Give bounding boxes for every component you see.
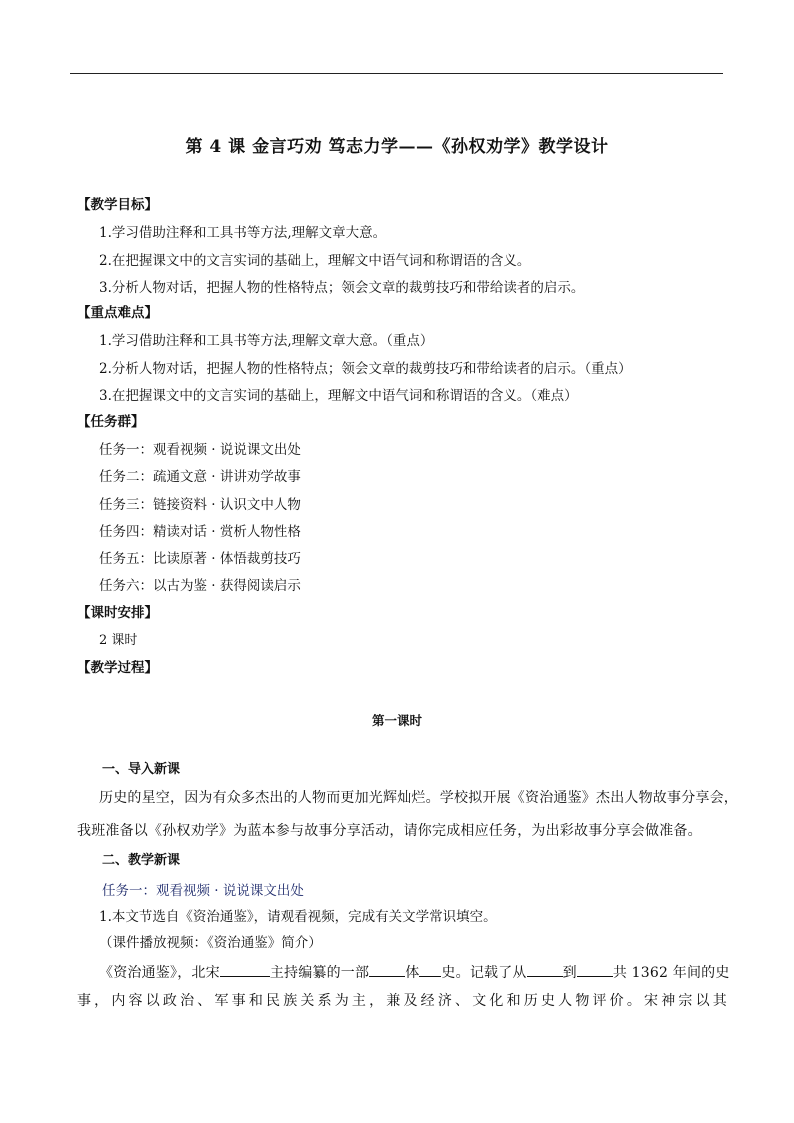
process-heading: 【教学过程】 xyxy=(77,660,158,676)
objective-item-2: 2.在把握课文中的文言实词的基础上，理解文中语气词和称谓语的含义。 xyxy=(99,253,531,269)
fill-text-3: 体 xyxy=(405,965,420,981)
objectives-heading: 【教学目标】 xyxy=(77,197,158,213)
objective-item-1: 1.学习借助注释和工具书等方法,理解文章大意。 xyxy=(99,225,387,241)
intro-paragraph-line-2: 我班准备以《孙权劝学》为蓝本参与故事分享活动，请你完成相应任务，为出彩故事分享会做准备。 xyxy=(77,823,702,839)
keypoint-item-3: 3.在把握课文中的文言实词的基础上，理解文中语气词和称谓语的含义。（难点） xyxy=(99,388,578,404)
blank-end[interactable] xyxy=(577,962,613,977)
keypoint-item-1: 1.学习借助注释和工具书等方法,理解文章大意。（重点） xyxy=(99,333,434,349)
blank-author[interactable] xyxy=(220,962,270,977)
task-item-4: 任务四：精读对话 · 赏析人物性格 xyxy=(99,524,301,540)
task-item-5: 任务五：比读原著 · 体悟裁剪技巧 xyxy=(99,551,301,567)
fill-text-4: 史。记载了从 xyxy=(441,965,527,981)
document-title: 第 4 课 金言巧劝 笃志力学——《孙权劝学》教学设计 xyxy=(185,137,609,157)
fill-text-1: 《资治通鉴》，北宋 xyxy=(99,965,220,981)
blank-style[interactable] xyxy=(369,962,405,977)
objective-item-3: 3.分析人物对话，把握人物的性格特点；领会文章的裁剪技巧和带给读者的启示。 xyxy=(99,280,585,296)
task-1-title: 任务一：观看视频 · 说说课文出处 xyxy=(102,883,304,899)
video-note: （课件播放视频：《资治通鉴》简介） xyxy=(99,935,322,951)
keypoint-item-2: 2.分析人物对话，把握人物的性格特点；领会文章的裁剪技巧和带给读者的启示。（重点） xyxy=(99,361,632,377)
section-intro-heading: 一、导入新课 xyxy=(102,762,181,777)
schedule-value: 2 课时 xyxy=(99,633,138,648)
section-teaching-heading: 二、教学新课 xyxy=(102,853,181,868)
question-1: 1.本文节选自《资治通鉴》，请观看视频，完成有关文学常识填空。 xyxy=(99,909,497,925)
schedule-heading: 【课时安排】 xyxy=(77,605,158,621)
task-item-6: 任务六：以古为鉴 · 获得阅读启示 xyxy=(99,578,301,594)
intro-paragraph-line-1: 历史的星空，因为有众多杰出的人物而更加光辉灿烂。学校拟开展《资治通鉴》杰出人物故事分享会， xyxy=(99,790,738,806)
task-item-3: 任务三：链接资料 · 认识文中人物 xyxy=(99,497,301,513)
fill-text-5: 到 xyxy=(562,965,577,981)
task-item-2: 任务二：疏通文意 · 讲讲劝学故事 xyxy=(99,469,301,485)
fill-text-2: 主持编纂的一部 xyxy=(269,965,370,981)
blank-type[interactable] xyxy=(419,962,441,977)
fill-text-6: 共 1362 年间的史 xyxy=(612,965,730,981)
blank-start[interactable] xyxy=(527,962,563,977)
session-title: 第一课时 xyxy=(371,713,422,728)
keypoints-heading: 【重点难点】 xyxy=(77,305,158,321)
history-paragraph-line: 事，内容以政治、军事和民族关系为主，兼及经济、文化和历史人物评价。宋神宗以其 xyxy=(77,993,727,1009)
task-item-1: 任务一：观看视频 · 说说课文出处 xyxy=(99,442,301,458)
header-rule xyxy=(70,73,723,74)
tasks-heading: 【任务群】 xyxy=(77,414,145,430)
fill-in-line xyxy=(99,962,749,982)
